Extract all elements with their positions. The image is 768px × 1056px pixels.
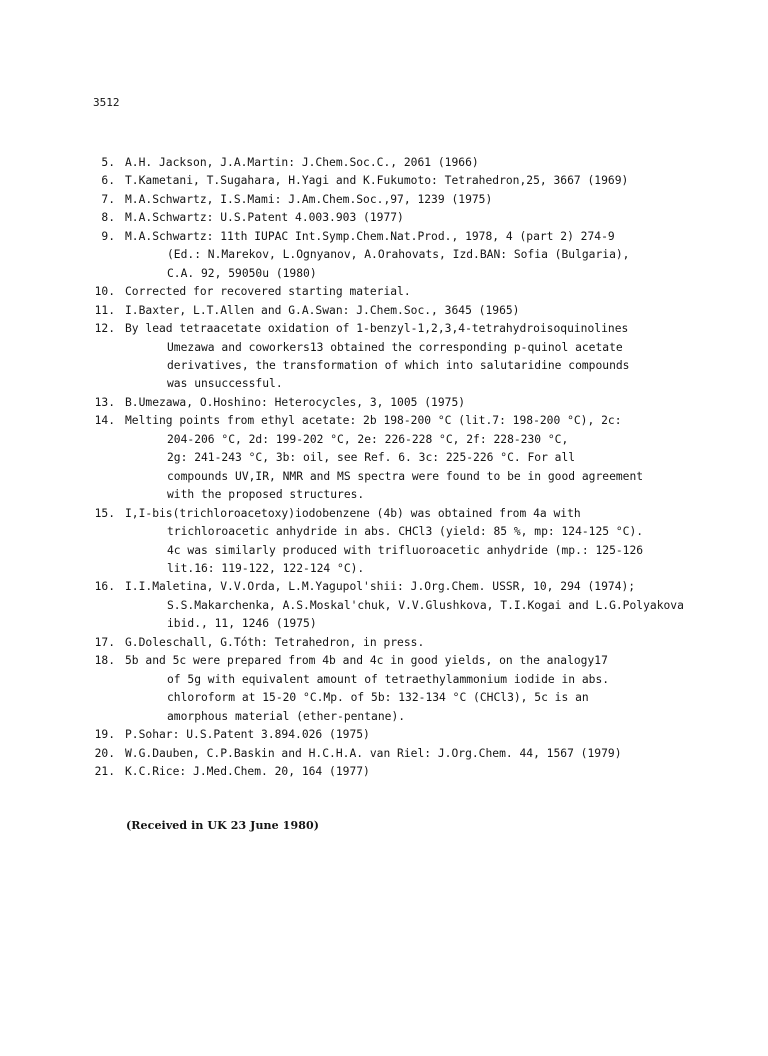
reference-continuation-line bbox=[91, 468, 731, 486]
reference-number: 10. bbox=[94, 285, 115, 299]
reference-text: trichloroacetic anhydride in abs. CHCl3 (yield: 85 %, mp: 124-125 °C). bbox=[167, 525, 644, 539]
reference-continuation-line bbox=[91, 597, 731, 615]
reference-text: M.A.Schwartz: 11th IUPAC Int.Symp.Chem.Nat.Prod., 1978, 4 (part 2) 274-9 bbox=[125, 229, 615, 243]
reference-continuation-line bbox=[91, 339, 731, 357]
reference-item bbox=[91, 302, 731, 320]
reference-text: 204-206 °C, 2d: 199-202 °C, 2e: 226-228 °C, 2f: 228-230 °C, bbox=[167, 432, 569, 446]
reference-continuation-line bbox=[91, 671, 731, 689]
reference-item bbox=[91, 209, 731, 227]
received-note: (Received in UK 23 June 1980) bbox=[126, 819, 320, 832]
reference-text: of 5g with equivalent amount of tetraethylammonium iodide in abs. bbox=[167, 672, 610, 686]
reference-continuation-line bbox=[91, 265, 731, 283]
reference-continuation-line bbox=[91, 708, 731, 726]
reference-item bbox=[91, 578, 731, 596]
reference-text: By lead tetraacetate oxidation of 1-benzyl-1,2,3,4-tetrahydroisoquinolines bbox=[125, 322, 629, 336]
reference-number: 12. bbox=[94, 322, 115, 336]
reference-text: Corrected for recovered starting material. bbox=[125, 285, 411, 299]
reference-text: ibid., 11, 1246 (1975) bbox=[167, 617, 317, 631]
reference-continuation-line bbox=[91, 689, 731, 707]
reference-number: 20. bbox=[94, 746, 115, 760]
reference-number: 19. bbox=[94, 728, 115, 742]
reference-continuation-line bbox=[91, 560, 731, 578]
reference-item bbox=[91, 505, 731, 523]
reference-continuation-line bbox=[91, 246, 731, 264]
reference-number: 11. bbox=[94, 303, 115, 317]
reference-item bbox=[91, 745, 731, 763]
reference-text: B.Umezawa, O.Hoshino: Heterocycles, 3, 1005 (1975) bbox=[125, 395, 466, 409]
reference-item bbox=[91, 726, 731, 744]
reference-text: T.Kametani, T.Sugahara, H.Yagi and K.Fukumoto: Tetrahedron,25, 3667 (1969) bbox=[125, 174, 629, 188]
reference-text: A.H. Jackson, J.A.Martin: J.Chem.Soc.C., 2061 (1966) bbox=[125, 156, 479, 169]
reference-item bbox=[91, 763, 731, 781]
reference-text: chloroform at 15-20 °C.Mp. of 5b: 132-134 °C (CHCl3), 5c is an bbox=[167, 691, 589, 705]
reference-continuation-line bbox=[91, 431, 731, 449]
reference-number: 5. bbox=[101, 156, 115, 169]
reference-number: 17. bbox=[94, 635, 115, 649]
reference-text: M.A.Schwartz: U.S.Patent 4.003.903 (1977) bbox=[125, 211, 404, 225]
reference-number: 15. bbox=[94, 506, 115, 520]
reference-text: I.I.Maletina, V.V.Orda, L.M.Yagupol'shii: J.Org.Chem. USSR, 10, 294 (1974); bbox=[125, 580, 636, 594]
reference-continuation-line bbox=[91, 375, 731, 393]
reference-text: M.A.Schwartz, I.S.Mami: J.Am.Chem.Soc.,97, 1239 (1975) bbox=[125, 192, 493, 206]
page-number: 3512 bbox=[93, 96, 120, 109]
reference-number: 13. bbox=[94, 395, 115, 409]
reference-text: I.Baxter, L.T.Allen and G.A.Swan: J.Chem.Soc., 3645 (1965) bbox=[125, 303, 520, 317]
reference-text: C.A. 92, 59050u (1980) bbox=[167, 266, 317, 280]
reference-text: Umezawa and coworkers13 obtained the corresponding p-quinol acetate bbox=[167, 340, 623, 354]
reference-list bbox=[91, 154, 731, 781]
reference-text: G.Doleschall, G.Tóth: Tetrahedron, in press. bbox=[125, 635, 425, 649]
reference-number: 14. bbox=[94, 414, 115, 428]
reference-text: (Ed.: N.Marekov, L.Ognyanov, A.Orahovats, Izd.BAN: Sofia (Bulgaria), bbox=[167, 248, 630, 262]
reference-text: Melting points from ethyl acetate: 2b 198-200 °C (lit.7: 198-200 °C), 2c: bbox=[125, 414, 622, 428]
reference-text: lit.16: 119-122, 122-124 °C). bbox=[167, 561, 365, 575]
reference-text: W.G.Dauben, C.P.Baskin and H.C.H.A. van Riel: J.Org.Chem. 44, 1567 (1979) bbox=[125, 746, 622, 760]
reference-item bbox=[91, 172, 731, 190]
reference-continuation-line bbox=[91, 486, 731, 504]
reference-item bbox=[91, 634, 731, 652]
reference-number: 6. bbox=[101, 174, 115, 188]
reference-item bbox=[91, 228, 731, 246]
reference-text: amorphous material (ether-pentane). bbox=[167, 709, 406, 723]
reference-text: compounds UV,IR, NMR and MS spectra were found to be in good agreement bbox=[167, 469, 644, 483]
reference-number: 16. bbox=[94, 580, 115, 594]
reference-continuation-line bbox=[91, 523, 731, 541]
reference-text: with the proposed structures. bbox=[167, 488, 365, 502]
reference-continuation-line bbox=[91, 542, 731, 560]
reference-text: 2g: 241-243 °C, 3b: oil, see Ref. 6. 3c: 225-226 °C. For all bbox=[167, 451, 576, 465]
reference-item bbox=[91, 320, 731, 338]
reference-continuation-line bbox=[91, 449, 731, 467]
reference-text: I,I-bis(trichloroacetoxy)iodobenzene (4b) was obtained from 4a with bbox=[125, 506, 581, 520]
reference-item bbox=[91, 652, 731, 670]
reference-number: 9. bbox=[101, 229, 115, 243]
reference-item bbox=[91, 283, 731, 301]
reference-text: derivatives, the transformation of which into salutaridine compounds bbox=[167, 358, 630, 372]
reference-text: S.S.Makarchenka, A.S.Moskal'chuk, V.V.Glushkova, T.I.Kogai and L.G.Polyakova bbox=[167, 598, 684, 612]
reference-number: 8. bbox=[101, 211, 115, 225]
reference-continuation-line bbox=[91, 357, 731, 375]
reference-text: 5b and 5c were prepared from 4b and 4c in good yields, on the analogy17 bbox=[125, 654, 608, 668]
reference-number: 18. bbox=[94, 654, 115, 668]
reference-text: P.Sohar: U.S.Patent 3.894.026 (1975) bbox=[125, 728, 370, 742]
reference-text: was unsuccessful. bbox=[167, 377, 283, 391]
reference-text: 4c was similarly produced with trifluoroacetic anhydride (mp.: 125-126 bbox=[167, 543, 644, 557]
reference-continuation-line bbox=[91, 615, 731, 633]
reference-item bbox=[91, 412, 731, 430]
reference-item bbox=[91, 191, 731, 209]
reference-number: 7. bbox=[101, 192, 115, 206]
reference-text: K.C.Rice: J.Med.Chem. 20, 164 (1977) bbox=[125, 764, 370, 778]
reference-item bbox=[91, 154, 731, 172]
reference-item bbox=[91, 394, 731, 412]
reference-number: 21. bbox=[94, 764, 115, 778]
